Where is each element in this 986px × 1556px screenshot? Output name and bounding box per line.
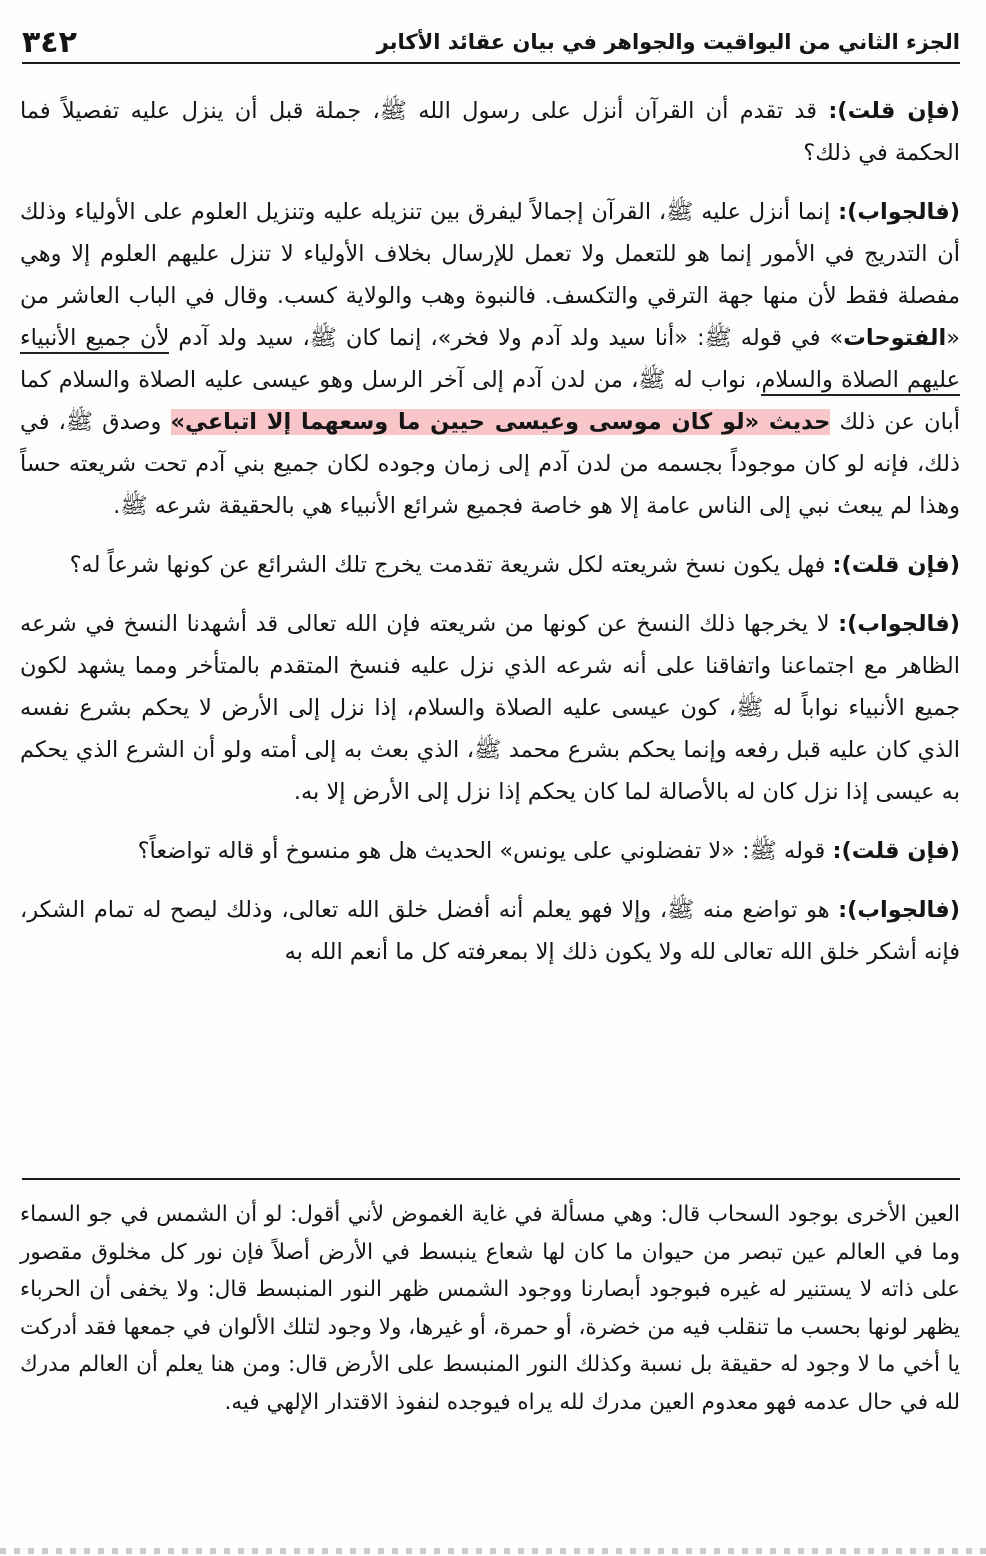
footnote-divider <box>22 1178 960 1180</box>
question-label: (فإن قلت): <box>832 838 960 864</box>
paragraph-question-3 <box>20 830 960 872</box>
underlined-phrase: لأن جميع الأنبياء عليهم الصلاة والسلام <box>20 325 960 396</box>
footnote-text: العين الأخرى بوجود السحاب قال: وهي مسألة في غاية الغموض لأني أقول: لو أن الشمس في جو السماء وما في العالم عين تبصر من حيوان ما كان لها شعاع ينبسط في الأرض أصلاً فإن نور كل مخلوق مقصور على ذاته لا يستنير له غيره فبوجود أبصارنا ووجود الشمس ظهر النور المنبسط قال: ولا يخفى أن الحرباء يظهر لونها بحسب ما تنقلب فيه من خضرة، أو حمرة، أو غيرها، ولا وجود لتلك الألوان في جمعها فقد أدركت يا أخي ما لا وجود له حقيقة بل نسبة وكذلك النور المنبسط على الأرض قال: ومن هنا يعلم أن العالم مدرك لله في حال عدمه فهو معدوم العين مدرك لله يراه فيوجده لنفوذ الاقتدار الإلهي فيه. <box>20 1202 960 1415</box>
footnote <box>20 1196 960 1421</box>
answer-label: (فالجواب): <box>838 611 960 637</box>
question-label: (فإن قلت): <box>832 552 960 578</box>
paragraph-text: إنما أنزل عليه ﷺ، القرآن إجمالاً ليفرق بين تنزيله عليه وتنزيل العلوم على الأولياء وذلك أن التدريج في الأمور إنما هو للتعمل ولا تعمل للإرسال بخلاف الأولياء لا تنزل عليهم العلوم إلا وهي مفصلة فقط لأن منها جهة الترقي والتكسف. فالنبوة وهب والولاية كسب. وقال في الباب العاشر من « <box>20 199 960 351</box>
question-label: (فإن قلت): <box>828 98 960 124</box>
paragraph-text: ، نواب له ﷺ، من لدن آدم إلى آخر الرسل وهو عيسى عليه الصلاة والسلام كما أبان عن ذلك <box>20 367 960 435</box>
paragraph-question-2 <box>20 544 960 586</box>
page-header <box>22 16 960 64</box>
paragraph-text: لا يخرجها ذلك النسخ عن كونها من شريعته فإن الله تعالى قد أشهدنا النسخ في شرعه الظاهر مع اجتماعنا واتفاقنا على أنه شرعه الذي نزل عليه فنسخ المتقدم بالمتأخر ومما يشهد لكون جميع الأنبياء نواباً له ﷺ، كون عيسى عليه الصلاة والسلام، إذا نزل إلى الأرض لا يحكم بشرع نفسه الذي كان عليه قبل رفعه وإنما يحكم بشرع محمد ﷺ، الذي بعث به إلى أمته ولو أن الشرع الذي يحكم به عيسى إذا نزل كان له بالأصالة لما كان يحكم إذا نزل إلى الأرض إلا به. <box>20 611 960 805</box>
running-title: الجزء الثاني من اليواقيت والجواهر في بيان عقائد الأكابر <box>376 30 960 54</box>
paragraph-text: هو تواضع منه ﷺ، وإلا فهو يعلم أنه أفضل خلق الله تعالى، وذلك ليصح له تمام الشكر، فإنه أشكر خلق الله تعالى لله ولا يكون ذلك إلا بمعرفته كل ما أنعم الله به <box>20 897 960 965</box>
paragraph-text: قوله ﷺ: «لا تفضلوني على يونس» الحديث هل هو منسوخ أو قاله تواضعاً؟ <box>137 838 833 864</box>
paragraph-text: وصدق ﷺ، في ذلك، فإنه لو كان موجوداً بجسمه من لدن آدم إلى زمان وجوده لكان جميع بني آدم تحت شريعته حساً وهذا لم يبعث نبي إلى الناس عامة إلا هو خاصة فجميع شرائع الأنبياء هي بالحقيقة شرعه ﷺ. <box>20 409 960 519</box>
paragraph-text: » في قوله ﷺ: «أنا سيد ولد آدم ولا فخر»، إنما كان ﷺ، سيد ولد آدم <box>169 325 844 351</box>
answer-label: (فالجواب): <box>838 199 960 225</box>
book-title: الفتوحات <box>843 325 947 351</box>
paragraph-text: قد تقدم أن القرآن أنزل على رسول الله ﷺ، جملة قبل أن ينزل عليه تفصيلاً فما الحكمة في ذلك؟ <box>20 98 960 166</box>
main-text <box>20 90 960 973</box>
scan-edge-marks <box>0 1548 986 1554</box>
paragraph-text: فهل يكون نسخ شريعته لكل شريعة تقدمت يخرج تلك الشرائع عن كونها شرعاً له؟ <box>69 552 833 578</box>
page-number: ٣٤٢ <box>22 25 77 60</box>
paragraph-answer-2 <box>20 603 960 813</box>
highlighted-hadith: حديث «لو كان موسى وعيسى حيين ما وسعهما إلا اتباعي» <box>170 409 831 435</box>
answer-label: (فالجواب): <box>838 897 960 923</box>
paragraph-question-1 <box>20 90 960 174</box>
paragraph-answer-3 <box>20 889 960 973</box>
paragraph-answer-1 <box>20 191 960 527</box>
